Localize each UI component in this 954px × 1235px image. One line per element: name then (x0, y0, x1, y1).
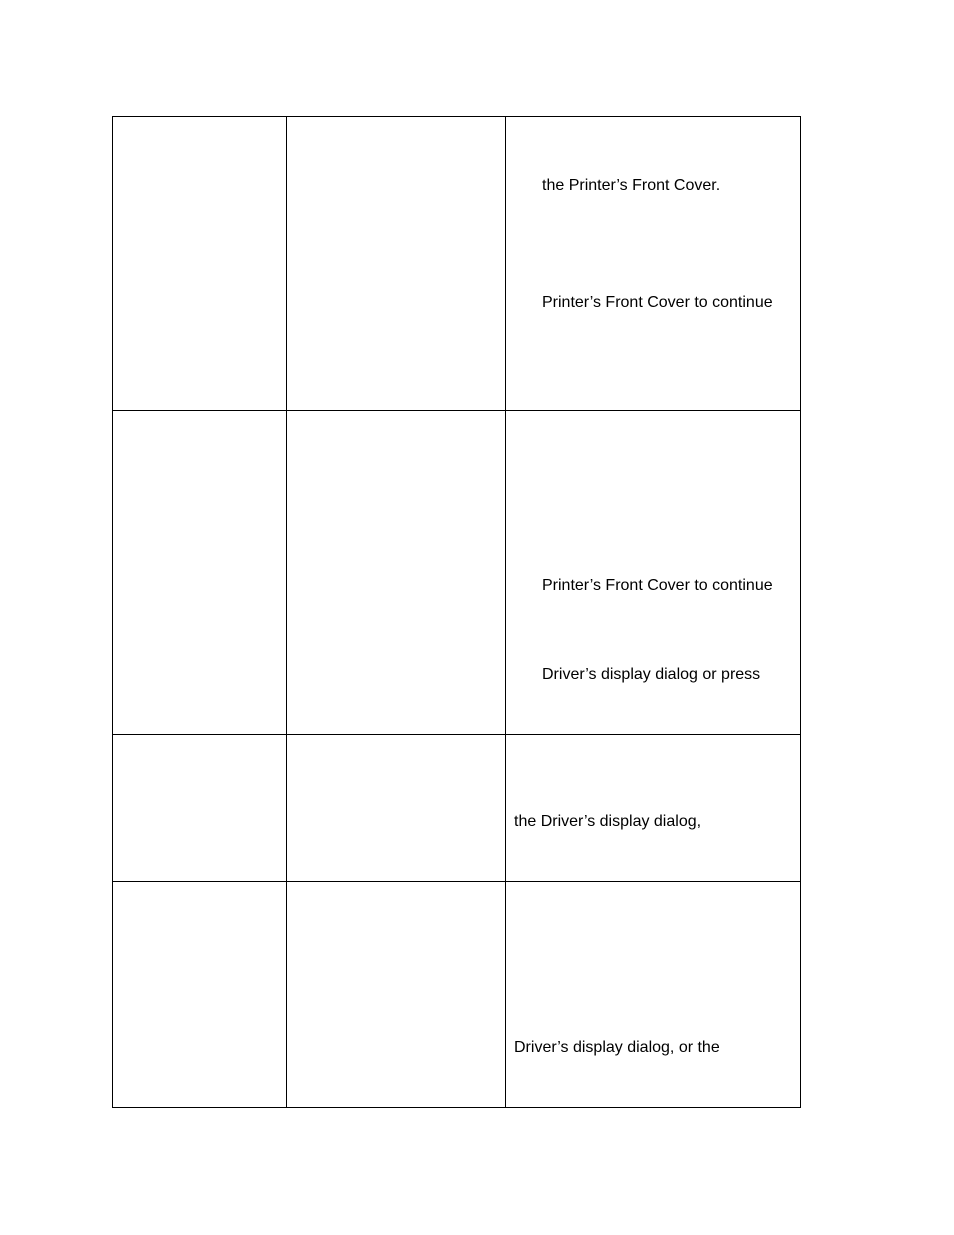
table-cell (287, 882, 506, 1108)
table-cell (287, 411, 506, 735)
cell-text-line: the Printer’s Front Cover. (542, 177, 721, 194)
table-cell (506, 735, 801, 882)
cell-text-line: Printer’s Front Cover to continue (542, 294, 773, 311)
table-cell (506, 882, 801, 1108)
table-cell (287, 117, 506, 411)
table-cell (506, 411, 801, 735)
cell-text-line: Printer’s Front Cover to continue (542, 577, 773, 594)
cell-text-line: the Driver’s display dialog, (514, 813, 702, 830)
table-cell (113, 735, 287, 882)
document-table (112, 116, 801, 1108)
table-row (113, 882, 801, 1108)
table-row (113, 117, 801, 411)
cell-text-line: Driver’s display dialog or press (542, 666, 761, 683)
cell-text-line: Driver’s display dialog, or the (514, 1039, 720, 1056)
table-row (113, 411, 801, 735)
table-cell (506, 117, 801, 411)
table-cell (113, 411, 287, 735)
table-cell (287, 735, 506, 882)
table-row (113, 735, 801, 882)
table-cell (113, 882, 287, 1108)
table-cell (113, 117, 287, 411)
